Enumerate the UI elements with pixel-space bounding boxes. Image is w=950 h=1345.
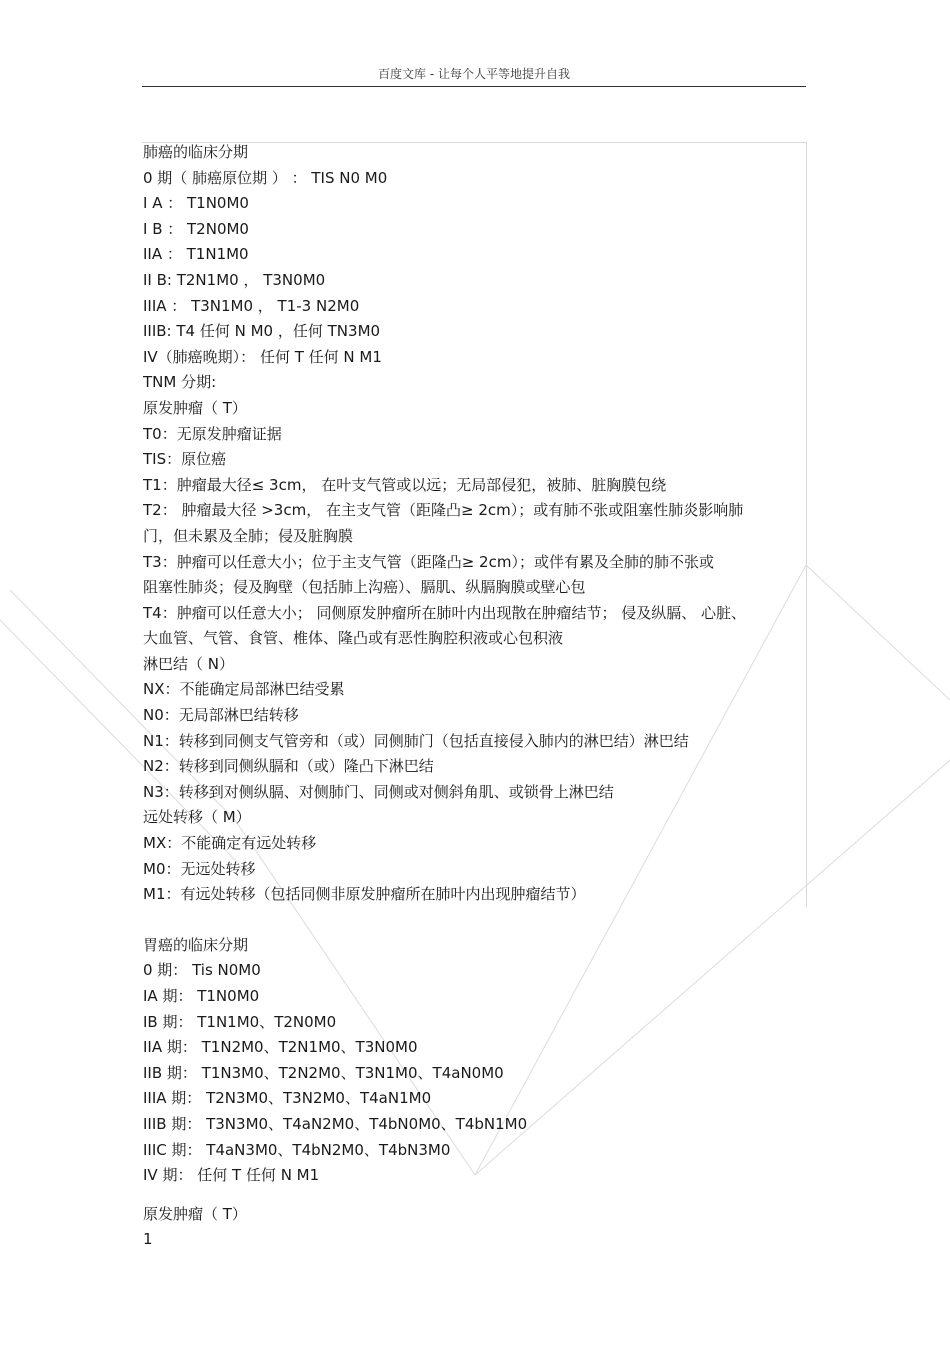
lung-stage-3b: IIIB: T4 任何 N M0 ，任何 TN3M0 [143,322,381,341]
t-item: T1：肿瘤最大径≤ 3cm， 在叶支气管或以远；无局部侵犯，被肺、脏胸膜包绕 [143,475,667,494]
lung-stage-4: IV（肺癌晚期）： 任何 T 任何 N M1 [143,347,382,366]
n-item: N2：转移到同侧纵膈和（或）隆凸下淋巴结 [143,757,434,776]
m-item: M1：有远处转移（包括同侧非原发肿瘤所在肺叶内出现肿瘤结节） [143,885,586,904]
t-item: T3：肿瘤可以任意大小；位于主支气管（距隆凸≥ 2cm）；或伴有累及全肺的肺不张或 [143,552,714,571]
m-heading: 远处转移（ M） [143,808,251,827]
lung-stage-1b: I B ： T2N0M0 [143,219,249,238]
t-heading: 原发肿瘤（ T） [143,398,247,417]
document-body [143,140,807,1253]
header-text: 百度文库 - 让每个人平等地提升自我 [378,67,570,81]
tnm-label: TNM 分期: [143,373,217,392]
gastric-stage-4: IV 期： 任何 T 任何 N M1 [143,1166,320,1185]
lung-stage-3a: IIIA ： T3N1M0 ， T1-3 N2M0 [143,296,360,315]
t-item: 门，但未累及全肺；侵及脏胸膜 [143,526,354,545]
t-item: T0：无原发肿瘤证据 [143,424,282,443]
gastric-title: 胃癌的临床分期 [143,935,249,954]
gastric-stage-1b: IB 期： T1N1M0、T2N0M0 [143,1012,337,1031]
lung-stage-1a: I A ： T1N0M0 [143,194,249,213]
m-item: MX：不能确定有远处转移 [143,834,317,853]
gastric-stage-3a: IIIA 期： T2N3M0、T3N2M0、T4aN1M0 [143,1089,432,1108]
gastric-stage-0: 0 期： Tis N0M0 [143,961,261,980]
lung-stage-2a: IIA ： T1N1M0 [143,245,249,264]
lung-title: 肺癌的临床分期 [143,143,249,161]
t-item: T2： 肿瘤最大径 >3cm， 在主支气管（距隆凸≥ 2cm）；或有肺不张或阻塞性肺炎影响肺 [143,501,744,520]
gastric-stage-3c: IIIC 期： T4aN3M0、T4bN2M0、T4bN3M0 [143,1140,451,1159]
page-number: 1 [143,1230,153,1249]
n-item: NX：不能确定局部淋巴结受累 [143,680,345,699]
n-heading: 淋巴结（ N） [143,654,234,673]
t-item: 阻塞性肺炎；侵及胸壁（包括肺上沟癌）、膈肌、纵膈胸膜或壁心包 [143,578,586,597]
t-item: TIS：原位癌 [143,450,227,469]
m-item: M0：无远处转移 [143,859,256,878]
lung-stage-0: 0 期（ 肺癌原位期 ） ： TIS N0 M0 [143,168,388,187]
n-item: N0：无局部淋巴结转移 [143,706,299,725]
n-item: N1：转移到同侧支气管旁和（或）同侧肺门（包括直接侵入肺内的淋巴结）淋巴结 [143,731,689,750]
section-gap [143,908,807,933]
gastric-t-heading: 原发肿瘤（ T） [143,1204,247,1223]
gastric-stage-2b: IIB 期： T1N3M0、T2N2M0、T3N1M0、T4aN0M0 [143,1063,504,1082]
section-gap [143,1189,807,1202]
gastric-stage-1a: IA 期： T1N0M0 [143,987,260,1005]
gastric-stage-2a: IIA 期： T1N2M0、T2N1M0、T3N0M0 [143,1038,418,1057]
gastric-stage-3b: IIIB 期： T3N3M0、T4aN2M0、T4bN0M0、T4bN1M0 [143,1114,528,1133]
t-item: 大血管、气管、食管、椎体、隆凸或有恶性胸腔积液或心包积液 [143,629,564,648]
lung-stage-2b: II B: T2N1M0 ， T3N0M0 [143,270,326,289]
n-item: N3：转移到对侧纵膈、对侧肺门、同侧或对侧斜角肌、或锁骨上淋巴结 [143,782,614,801]
t-item: T4：肿瘤可以任意大小； 同侧原发肿瘤所在肺叶内出现散在肿瘤结节； 侵及纵膈、 心脏、 [143,603,747,622]
